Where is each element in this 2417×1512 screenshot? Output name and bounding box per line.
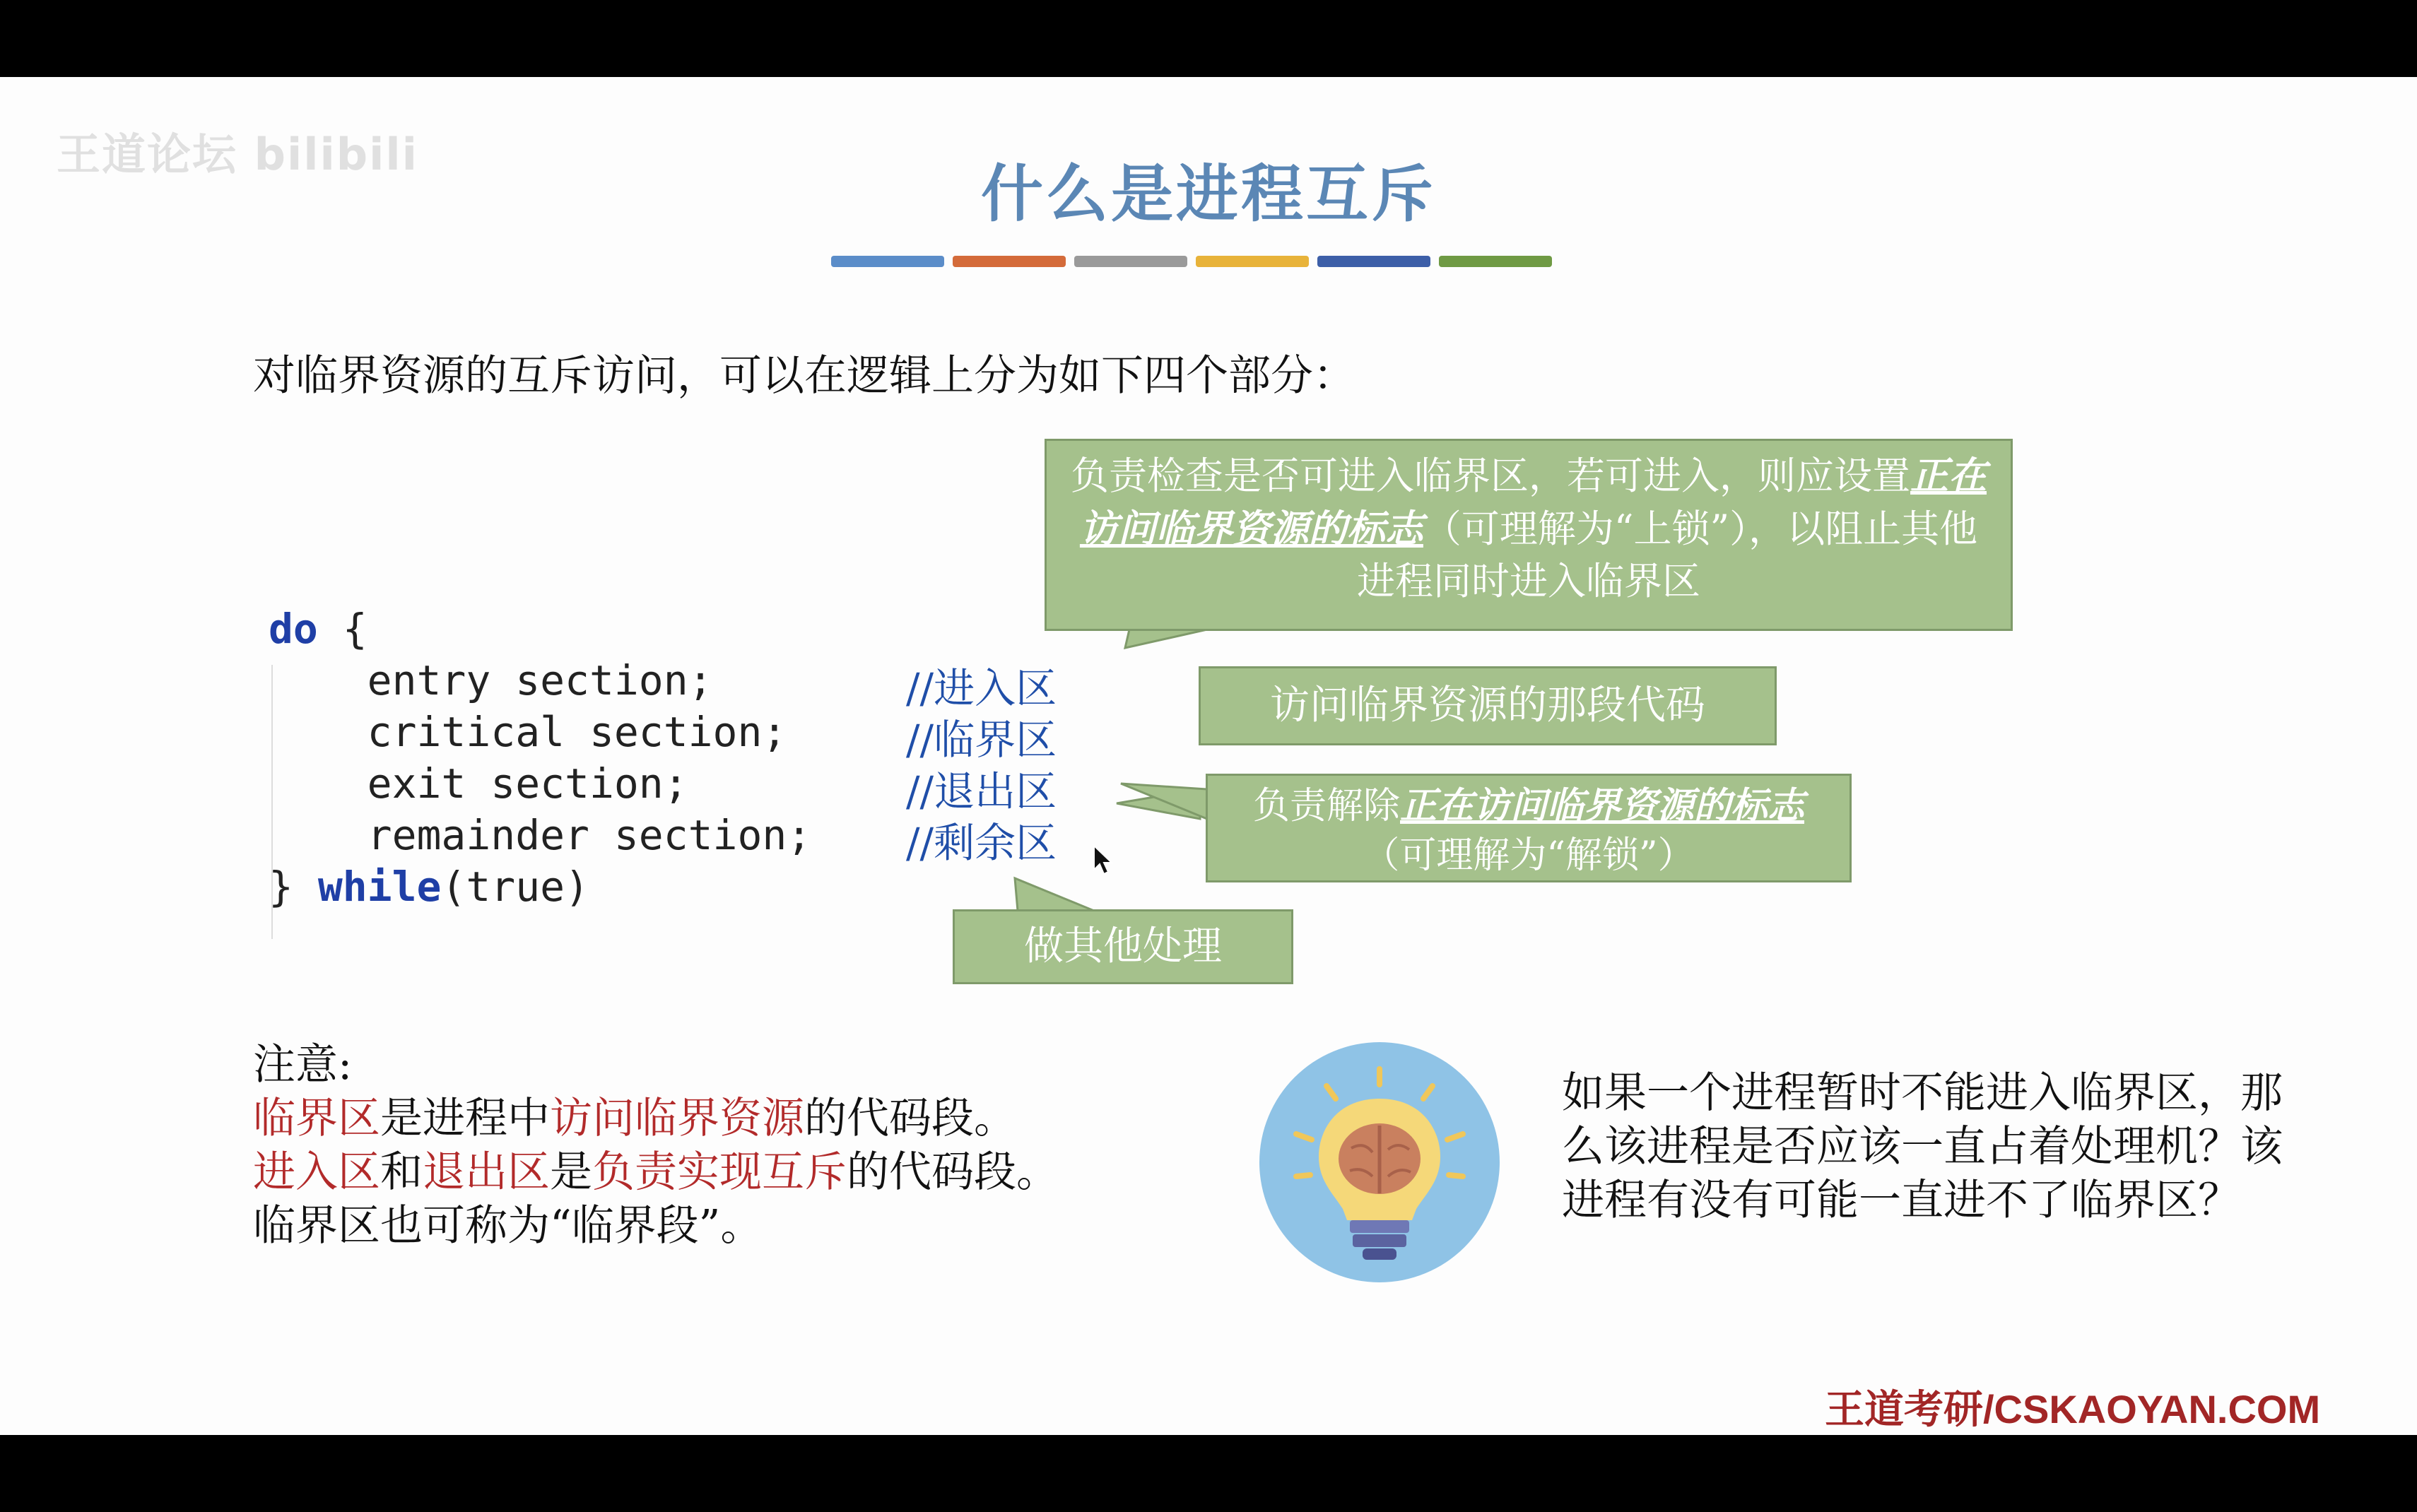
- intro-text: 对临界资源的互斥访问，可以在逻辑上分为如下四个部分：: [253, 351, 1355, 401]
- watermark-logo: 王道论坛 bilibili: [57, 129, 418, 180]
- note-text: 和: [380, 1147, 423, 1197]
- note-block: [253, 1038, 1059, 1253]
- comment-exit: //退出区: [906, 767, 1057, 815]
- note-line-3: 临界区也可称为“临界段”。: [253, 1201, 763, 1251]
- callout-entry-section: [1045, 439, 2013, 631]
- note-text: 的代码段。: [804, 1094, 1016, 1143]
- callout-exit-flag: 正在访问临界资源的标志: [1400, 784, 1805, 827]
- code-line-close: }: [269, 863, 318, 911]
- question-text: 如果一个进程暂时不能进入临界区，那么该进程是否应该一直占着处理机？该进程有没有可能一直进不了临界区？: [1562, 1068, 2283, 1225]
- note-heading: 注意:: [253, 1040, 353, 1089]
- code-line-1: {: [317, 605, 367, 653]
- code-block: [269, 603, 811, 913]
- code-keyword-do: do: [269, 605, 318, 653]
- callout-exit-text-1: 负责解除: [1252, 785, 1400, 827]
- callout-remainder-section: 做其他处理: [953, 909, 1293, 984]
- callout-entry-flag: 正在访问临界资源的标志: [1079, 453, 1987, 551]
- code-keyword-while: while: [317, 863, 442, 911]
- comment-remainder: //剩余区: [906, 819, 1057, 867]
- code-line-remainder: remainder section;: [269, 811, 812, 859]
- callout-entry-text-2: （可理解为“上锁”），以阻止其他进程同时进入临界区: [1357, 507, 1978, 603]
- mouse-cursor-icon: [1093, 844, 1114, 875]
- note-line-2: [253, 1145, 1059, 1199]
- slide: [0, 77, 2417, 1435]
- note-term: 进入区: [253, 1147, 380, 1197]
- note-text: 的代码段。: [847, 1147, 1059, 1197]
- comment-entry: //进入区: [906, 664, 1057, 712]
- lightbulb-brain-icon: [1259, 1042, 1500, 1282]
- note-text: 是进程中: [380, 1094, 550, 1143]
- callout-exit-text-2: （可理解为“解锁”）: [1363, 834, 1695, 877]
- code-line-while: (true): [441, 863, 589, 911]
- note-term: 访问临界资源: [550, 1094, 804, 1143]
- callout-exit-section: [1206, 774, 1852, 882]
- callout-critical-section: 访问临界资源的那段代码: [1199, 666, 1777, 745]
- note-term: 退出区: [423, 1147, 550, 1197]
- code-line-exit: exit section;: [269, 760, 688, 808]
- slide-title: 什么是进程互斥: [980, 157, 1436, 230]
- note-line-1: [253, 1092, 1059, 1145]
- note-term: 负责实现互斥: [592, 1147, 847, 1197]
- footer-brand: 王道考研/CSKAOYAN.COM: [1825, 1387, 2321, 1431]
- code-line-critical: critical section;: [269, 708, 787, 756]
- callout-entry-text-1: 负责检查是否可进入临界区，若可进入，则应设置: [1071, 454, 1910, 498]
- note-text: 是: [550, 1147, 592, 1197]
- code-line-entry: entry section;: [269, 656, 713, 704]
- note-term: 临界区: [253, 1094, 380, 1143]
- comment-critical: //临界区: [906, 716, 1057, 764]
